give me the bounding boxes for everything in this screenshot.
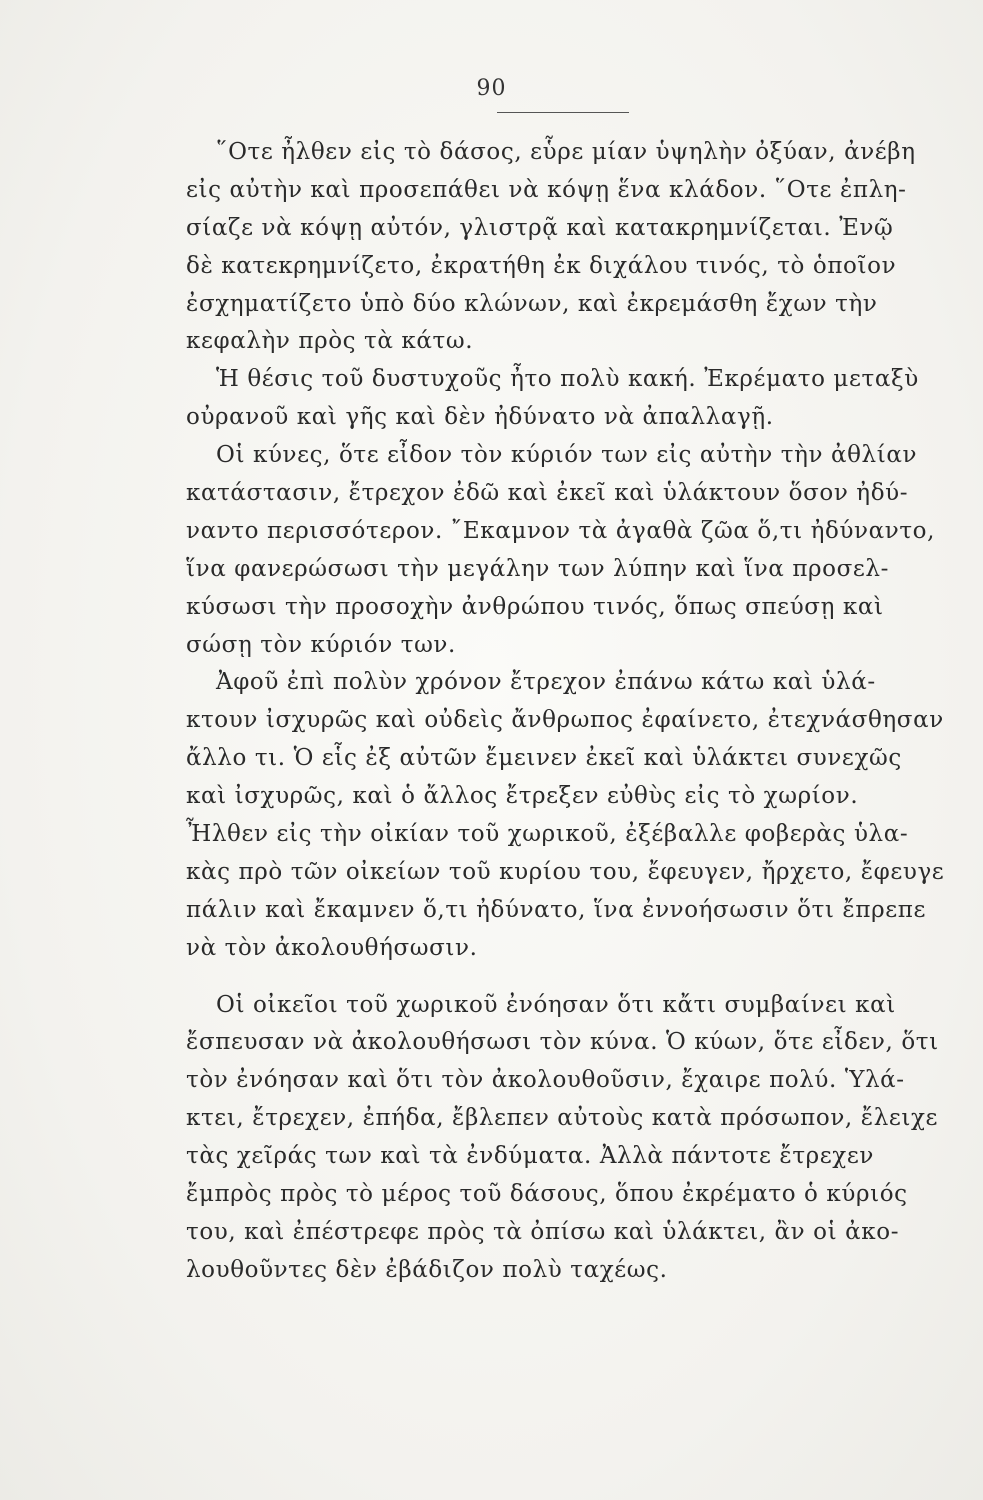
paragraph [186, 134, 964, 361]
text-line: εἰς αὐτὴν καὶ προσεπάθει νὰ κόψῃ ἕνα κλάδον. ῞Οτε ἐπλη- [186, 176, 907, 203]
text-line: κεφαλὴν πρὸς τὰ κάτω. [186, 328, 474, 355]
text-line: τὸν ἐνόησαν καὶ ὅτι τὸν ἀκολουθοῦσιν, ἔχαιρε πολύ. Ὑλά- [186, 1067, 905, 1094]
text-line: πάλιν καὶ ἔκαμνεν ὅ,τι ἠδύνατο, ἵνα ἐννοήσωσιν ὅτι ἔπρεπε [186, 896, 926, 923]
paragraph [186, 987, 964, 1290]
text-line: ἄλλο τι. Ὁ εἷς ἐξ αὐτῶν ἔμεινεν ἐκεῖ καὶ ὑλάκτει συνεχῶς [186, 745, 902, 772]
paragraph [186, 664, 964, 967]
header-rule [497, 112, 629, 113]
body-text [186, 134, 964, 1290]
text-line: κτει, ἔτρεχεν, ἐπήδα, ἔβλεπεν αὐτοὺς κατὰ πρόσωπον, ἔλειχε [186, 1105, 939, 1132]
text-line: Ἦλθεν εἰς τὴν οἰκίαν τοῦ χωρικοῦ, ἐξέβαλλε φοβερὰς ὑλα- [186, 821, 909, 848]
text-line: καὶ ἰσχυρῶς, καὶ ὁ ἄλλος ἔτρεξεν εὐθὺς εἰς τὸ χωρίον. [186, 783, 859, 810]
text-line: σώσῃ τὸν κύριόν των. [186, 631, 456, 658]
text-line: ἵνα φανερώσωσι τὴν μεγάλην των λύπην καὶ ἵνα προσελ- [186, 555, 889, 582]
text-line: τὰς χεῖράς των καὶ τὰ ἐνδύματα. Ἀλλὰ πάντοτε ἔτρεχεν [186, 1143, 874, 1170]
text-line: ἐσχηματίζετο ὑπὸ δύο κλώνων, καὶ ἐκρεμάσθη ἔχων τὴν [186, 290, 878, 317]
text-line: δὲ κατεκρημνίζετο, ἐκρατήθη ἐκ διχάλου τινός, τὸ ὁποῖον [186, 252, 897, 279]
paragraph-gap [186, 968, 964, 987]
text-line: οὐρανοῦ καὶ γῆς καὶ δὲν ἠδύνατο νὰ ἀπαλλαγῇ. [186, 404, 774, 431]
text-line: ἔμπρὸς πρὸς τὸ μέρος τοῦ δάσους, ὅπου ἐκρέματο ὁ κύριός [186, 1181, 908, 1208]
text-line: κύσωσι τὴν προσοχὴν ἀνθρώπου τινός, ὅπως σπεύσῃ καὶ [186, 593, 884, 620]
text-line: Ἀφοῦ ἐπὶ πολὺν χρόνον ἔτρεχον ἐπάνω κάτω καὶ ὑλά- [216, 669, 876, 696]
page-number: 90 [476, 76, 507, 101]
text-line: Οἱ οἰκεῖοι τοῦ χωρικοῦ ἐνόησαν ὅτι κἄτι συμβαίνει καὶ [216, 991, 896, 1018]
text-line: Οἱ κύνες, ὅτε εἶδον τὸν κύριόν των εἰς αὐτὴν τὴν ἀθλίαν [216, 442, 918, 469]
text-line: κτουν ἰσχυρῶς καὶ οὐδεὶς ἄνθρωπος ἐφαίνετο, ἐτεχνάσθησαν [186, 707, 944, 734]
text-line: ἔσπευσαν νὰ ἀκολουθήσωσι τὸν κύνα. Ὁ κύων, ὅτε εἶδεν, ὅτι [186, 1029, 939, 1056]
text-line: νὰ τὸν ἀκολουθήσωσιν. [186, 934, 478, 961]
text-line: ῞Οτε ἦλθεν εἰς τὸ δάσος, εὗρε μίαν ὑψηλὴν ὀξύαν, ἀνέβη [216, 139, 916, 165]
paragraph [186, 361, 964, 437]
text-line: του, καὶ ἐπέστρεφε πρὸς τὰ ὀπίσω καὶ ὑλάκτει, ἂν οἱ ἀκο- [186, 1218, 900, 1245]
text-line: Ἡ θέσις τοῦ δυστυχοῦς ἦτο πολὺ κακή. Ἐκρέματο μεταξὺ [216, 366, 919, 393]
text-line: λουθοῦντες δὲν ἐβάδιζον πολὺ ταχέως. [186, 1256, 668, 1283]
text-line: ναντο περισσότερον. ῎Εκαμνον τὰ ἀγαθὰ ζῶα ὅ,τι ἠδύναντο, [186, 517, 936, 544]
text-line: σίαζε νὰ κόψῃ αὐτόν, γλιστρᾷ καὶ κατακρημνίζεται. Ἐνῷ [186, 214, 894, 241]
text-line: κατάστασιν, ἔτρεχον ἐδῶ καὶ ἐκεῖ καὶ ὑλάκτουν ὅσον ἠδύ- [186, 480, 909, 507]
paragraph [186, 437, 964, 664]
text-line: κὰς πρὸ τῶν οἰκείων τοῦ κυρίου του, ἔφευγεν, ἤρχετο, ἔφευγε [186, 858, 945, 885]
